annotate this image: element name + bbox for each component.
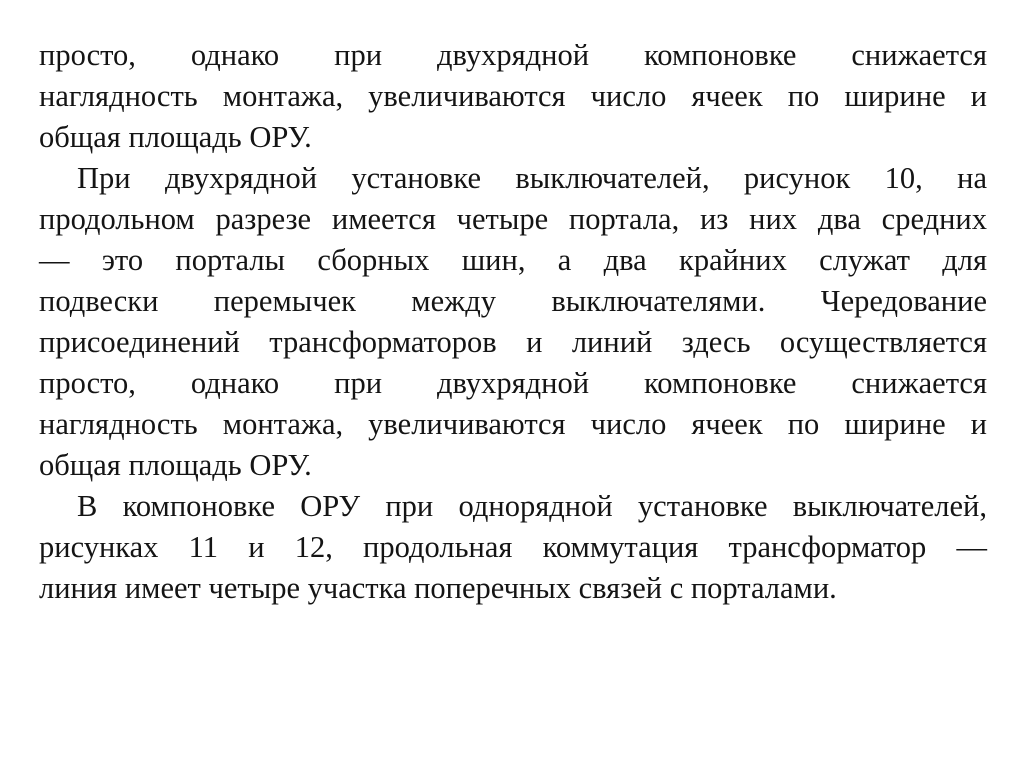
text-line: присоединений трансформаторов и линий здесь осуществляется (39, 325, 987, 359)
text-line: просто, однако при двухрядной компоновке снижается (39, 366, 987, 400)
paragraph-continuation (39, 35, 987, 158)
paragraph-one-row-layout (39, 486, 987, 609)
text-line: просто, однако при двухрядной компоновке снижается (39, 38, 987, 72)
text-line: рисунках 11 и 12, продольная коммутация трансформатор — (39, 530, 987, 564)
text-line: подвески перемычек между выключателями. Чередование (39, 284, 987, 318)
text-line: наглядность монтажа, увеличиваются число ячеек по ширине и (39, 407, 987, 441)
text-line: наглядность монтажа, увеличиваются число ячеек по ширине и (39, 79, 987, 113)
text-line: При двухрядной установке выключателей, рисунок 10, на (77, 161, 987, 195)
document-page (39, 35, 987, 609)
paragraph-two-row-layout (39, 158, 987, 486)
text-line: общая площадь ОРУ. (39, 448, 312, 482)
text-line: — это порталы сборных шин, а два крайних служат для (39, 243, 987, 277)
text-line: продольном разрезе имеется четыре портала, из них два средних (39, 202, 987, 236)
text-line: общая площадь ОРУ. (39, 120, 312, 154)
text-line: В компоновке ОРУ при однорядной установке выключателей, (77, 489, 987, 523)
text-line: линия имеет четыре участка поперечных связей с порталами. (39, 571, 837, 605)
